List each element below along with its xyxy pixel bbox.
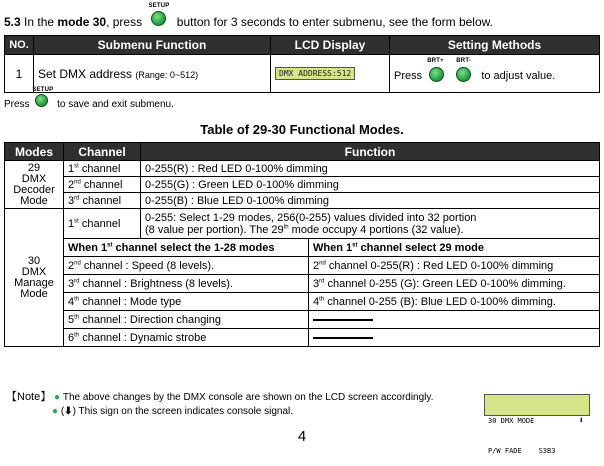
ch-sup: rd — [74, 277, 80, 284]
r-num: 4 — [313, 295, 320, 308]
func-line-2 — [145, 224, 595, 236]
setup-label: SETUP — [148, 3, 170, 9]
header-setting-methods: Setting Methods — [390, 36, 600, 55]
r-sup: rd — [319, 277, 325, 284]
left-cell — [64, 293, 309, 311]
right-cell-empty — [309, 311, 600, 329]
subheader-right-sup: st — [352, 241, 358, 248]
ch-sup: nd — [74, 259, 81, 266]
func-line-1: 0-255: Select 1-29 modes, 256(0-255) values divided into 32 portion — [145, 211, 477, 224]
row-setting — [390, 55, 600, 93]
subheader-right-a: When 1 — [313, 241, 353, 254]
row-function — [34, 55, 271, 93]
note-section — [6, 390, 476, 419]
brt-plus-wrap — [425, 58, 449, 79]
subheader-left-a: When 1 — [68, 241, 108, 254]
func-line-2-sup: th — [283, 223, 289, 230]
note-text-1: The above changes by the DMX console are shown on the LCD screen accordingly. — [62, 392, 434, 403]
mode-29-mode: Mode — [20, 194, 48, 207]
func-line-2b: mode occupy 4 portions (32 value). — [288, 223, 464, 236]
left-text: channel : Brightness (8 levels). — [82, 277, 233, 290]
ch-num: 1 — [68, 217, 75, 230]
left-cell — [64, 257, 309, 275]
subheader-right-b: channel select 29 mode — [357, 241, 485, 254]
ch-num: 1 — [68, 162, 75, 175]
brt-minus-button-icon — [456, 67, 471, 82]
function-cell: 0-255(B) : Blue LED 0-100% dimming — [141, 193, 600, 209]
save-setup-label: SETUP — [32, 87, 54, 93]
left-cell — [64, 275, 309, 293]
ch-sup: st — [74, 162, 79, 169]
save-setup-button-icon — [35, 94, 48, 107]
left-text: channel : Dynamic strobe — [82, 331, 207, 344]
submenu-table — [4, 35, 600, 93]
mode-29-dmx: DMX — [21, 172, 47, 185]
signal-arrow-icon: ⬇ — [64, 406, 73, 417]
header-channel: Channel — [64, 143, 141, 161]
right-text: channel 0-255 (B): Blue LED 0-100% dimming. — [327, 295, 556, 308]
mode-29-label — [5, 161, 64, 209]
setup-button-icon — [151, 11, 166, 26]
brt-minus-wrap — [452, 58, 478, 79]
note-line-1 — [6, 390, 476, 405]
ch-num: 6 — [68, 331, 75, 344]
ch-sup: th — [74, 313, 80, 320]
lcd-display: DMX ADDRESS:512 — [275, 67, 355, 80]
left-cell — [64, 311, 309, 329]
mode-30-label — [5, 209, 64, 347]
setup-button-wrap — [148, 3, 170, 26]
header-lcd-display: LCD Display — [271, 36, 390, 55]
note-line-2 — [6, 405, 476, 419]
function-cell: 0-255(G) : Green LED 0-100% dimming — [141, 177, 600, 193]
note-label: 【Note】 — [6, 391, 52, 403]
left-text: channel : Speed (8 levels). — [83, 259, 215, 272]
mode-29-number: 29 — [27, 161, 41, 174]
table-title: Table of 29-30 Functional Modes. — [200, 122, 404, 137]
ch-num: 2 — [68, 259, 75, 272]
ch-text: channel — [81, 217, 121, 230]
section-number: 5.3 — [4, 15, 21, 29]
setting-adjust: to adjust value. — [481, 70, 556, 82]
mode-30-mode: Mode — [20, 287, 48, 300]
ch-text: channel — [83, 178, 123, 191]
r-sup: nd — [319, 259, 326, 266]
mode-29-decoder: Decoder — [13, 183, 55, 196]
right-text: channel 0-255 (G): Green LED 0-100% dimming. — [327, 277, 566, 290]
mode-30-dmx: DMX — [21, 265, 47, 278]
left-text: channel : Direction changing — [82, 313, 222, 326]
intro-line — [4, 3, 493, 29]
note-lcd-text-1: 30 DMX MODE — [488, 417, 535, 425]
channel-cell — [64, 193, 141, 209]
right-cell — [309, 293, 600, 311]
function-text: Set DMX address — [38, 66, 133, 81]
lcd-arrow-icon: ⬇ — [578, 416, 584, 426]
modes-table — [4, 142, 600, 347]
ch-text: channel — [82, 194, 122, 207]
r-num: 2 — [313, 259, 320, 272]
left-cell — [64, 329, 309, 347]
channel-cell — [64, 161, 141, 177]
note-lcd-line-2: P/W FADE S3B3 — [488, 447, 556, 455]
intro-mode: mode 30 — [57, 15, 107, 29]
ch-num: 5 — [68, 313, 75, 326]
note-lcd — [484, 394, 590, 455]
note-text-2b: ) This sign on the screen indicates console signal. — [72, 406, 294, 417]
channel-cell — [64, 177, 141, 193]
ch-sup: st — [74, 217, 79, 224]
ch-sup: nd — [74, 178, 81, 185]
left-text: channel : Mode type — [82, 295, 182, 308]
blank-line — [313, 319, 373, 321]
r-num: 3 — [313, 277, 320, 290]
ch-num: 3 — [68, 277, 75, 290]
save-line — [4, 87, 174, 110]
right-text: channel 0-255(R) : Red LED 0-100% dimming — [328, 259, 554, 272]
function-cell: 0-255(R) : Red LED 0-100% dimming — [141, 161, 600, 177]
intro-rest: button for 3 seconds to enter submenu, see the form below. — [176, 15, 493, 29]
header-modes: Modes — [5, 143, 64, 161]
header-function: Function — [141, 143, 600, 161]
right-cell-empty — [309, 329, 600, 347]
save-press: Press — [4, 99, 30, 110]
right-cell — [309, 275, 600, 293]
ch-sup: th — [74, 331, 80, 338]
brt-minus-label: BRT- — [456, 58, 472, 64]
intro-press: , press — [106, 15, 143, 29]
row-no: 1 — [5, 55, 34, 93]
function-range: (Range: 0~512) — [135, 69, 199, 80]
header-submenu-function: Submenu Function — [34, 36, 271, 55]
setting-press: Press — [394, 70, 423, 82]
right-cell — [309, 257, 600, 275]
mode-30-number: 30 — [27, 254, 41, 267]
channel-cell — [64, 209, 141, 239]
note-text-2a: ( — [60, 406, 65, 417]
func-line-2a: (8 value per portion). The 29 — [145, 223, 284, 236]
note-lcd-line-1 — [488, 416, 586, 426]
subheader-left-b: channel select the 1-28 modes — [112, 241, 275, 254]
note-bullet-2: ● — [52, 406, 59, 417]
mode-30-manage: Manage — [14, 276, 54, 289]
subheader-right — [309, 239, 600, 257]
note-bullet-1: ● — [54, 392, 61, 403]
ch-num: 2 — [68, 178, 75, 191]
brt-plus-button-icon — [429, 67, 444, 82]
intro-in-the: In the — [24, 15, 55, 29]
ch-num: 4 — [68, 295, 75, 308]
blank-line — [313, 337, 373, 339]
save-rest: to save and exit submenu. — [57, 99, 174, 110]
brt-plus-label: BRT+ — [427, 58, 444, 64]
r-sup: th — [319, 295, 325, 302]
ch-sup: th — [74, 295, 80, 302]
ch-text: channel — [81, 162, 121, 175]
row-lcd — [271, 55, 390, 93]
ch-num: 3 — [68, 194, 75, 207]
subheader-left-sup: st — [107, 241, 113, 248]
page-number: 4 — [297, 428, 307, 445]
header-no: NO. — [5, 36, 34, 55]
ch-sup: rd — [74, 194, 80, 201]
save-setup-wrap — [32, 87, 54, 107]
function-cell — [141, 209, 600, 239]
subheader-left — [64, 239, 309, 257]
